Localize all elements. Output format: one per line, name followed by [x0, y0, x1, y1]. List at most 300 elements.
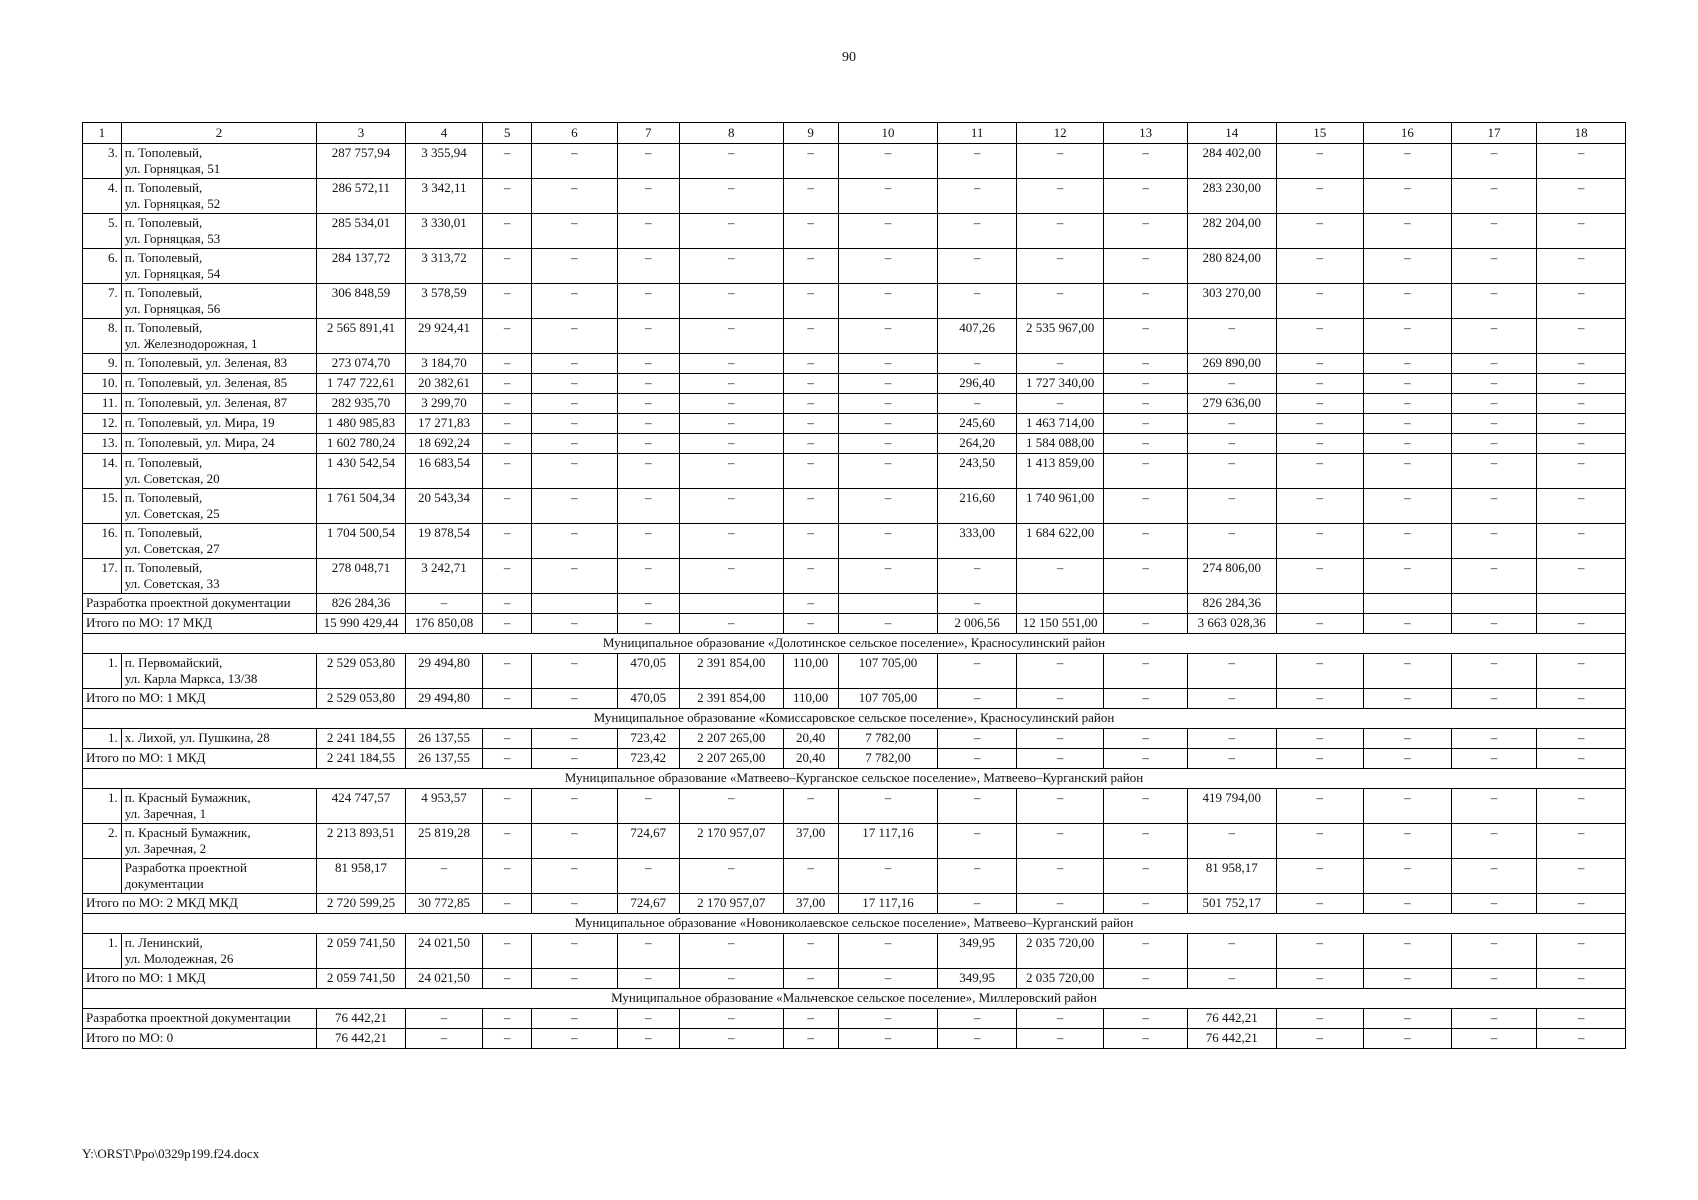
table-cell: – [1016, 144, 1104, 179]
table-cell: – [1364, 179, 1452, 214]
table-cell: – [938, 354, 1016, 374]
table-cell: 407,26 [938, 319, 1016, 354]
table-row [83, 859, 1626, 894]
table-cell: – [1451, 414, 1537, 434]
table-cell: – [838, 284, 938, 319]
table-cell: 278 048,71 [317, 559, 406, 594]
table-cell: – [405, 594, 482, 614]
table-cell: – [1276, 789, 1364, 824]
table-cell: – [1364, 414, 1452, 434]
table-cell: – [1537, 434, 1626, 454]
table-cell: – [532, 654, 618, 689]
table-cell: – [1364, 824, 1452, 859]
table-cell: 279 636,00 [1187, 394, 1276, 414]
table-cell: – [1537, 249, 1626, 284]
table-cell: – [938, 749, 1016, 769]
table-cell: 20,40 [783, 729, 838, 749]
table-cell: – [938, 284, 1016, 319]
table-cell: – [1537, 689, 1626, 709]
table-row [83, 454, 1626, 489]
table-cell: – [679, 414, 783, 434]
table-cell: 1 704 500,54 [317, 524, 406, 559]
table-cell: – [838, 179, 938, 214]
table-cell: – [617, 214, 679, 249]
table-cell: – [1364, 559, 1452, 594]
table-cell: – [532, 614, 618, 634]
column-header: 10 [838, 123, 938, 144]
table-cell: – [838, 374, 938, 394]
table-cell: – [1104, 1009, 1188, 1029]
table-cell [1276, 594, 1364, 614]
table-cell: 110,00 [783, 689, 838, 709]
table-cell: 24 021,50 [405, 969, 482, 989]
address-cell: п. Тополевый, ул. Горняцкая, 52 [121, 179, 317, 214]
table-cell: – [1104, 934, 1188, 969]
table-cell: 245,60 [938, 414, 1016, 434]
table-cell: – [1276, 749, 1364, 769]
table-cell: 110,00 [783, 654, 838, 689]
table-cell: 282 204,00 [1187, 214, 1276, 249]
table-cell: – [532, 284, 618, 319]
column-header: 18 [1537, 123, 1626, 144]
table-cell: 2 035 720,00 [1016, 969, 1104, 989]
table-cell: – [1364, 1029, 1452, 1049]
table-cell: – [679, 284, 783, 319]
table-row [83, 434, 1626, 454]
table-cell: – [483, 729, 532, 749]
address-cell: п. Тополевый, ул. Советская, 33 [121, 559, 317, 594]
table-cell: – [483, 894, 532, 914]
table-cell: – [679, 1029, 783, 1049]
table-cell: 37,00 [783, 894, 838, 914]
row-number: 14. [83, 454, 122, 489]
municipality-header-row [83, 914, 1626, 934]
table-cell: – [617, 394, 679, 414]
table-cell: – [532, 1029, 618, 1049]
table-cell: – [617, 524, 679, 559]
table-cell: 2 207 265,00 [679, 729, 783, 749]
table-cell: – [783, 1009, 838, 1029]
table-cell: – [1276, 969, 1364, 989]
table-cell: – [783, 969, 838, 989]
table-cell: – [1364, 524, 1452, 559]
table-cell: 349,95 [938, 969, 1016, 989]
column-header: 15 [1276, 123, 1364, 144]
table-cell: – [938, 179, 1016, 214]
table-cell: – [617, 594, 679, 614]
table-cell: – [938, 894, 1016, 914]
table-cell [679, 594, 783, 614]
table-cell: – [1364, 434, 1452, 454]
table-cell: – [483, 524, 532, 559]
table-cell: – [1104, 824, 1188, 859]
table-cell: 501 752,17 [1187, 894, 1276, 914]
table-row [83, 354, 1626, 374]
municipality-title: Муниципальное образование «Комиссаровское сельское поселение», Красносулинский район [83, 709, 1626, 729]
table-cell: – [838, 614, 938, 634]
table-cell: – [783, 374, 838, 394]
table-cell: – [1537, 489, 1626, 524]
row-number: 17. [83, 559, 122, 594]
table-cell: – [483, 859, 532, 894]
table-cell: – [483, 1029, 532, 1049]
table-cell: – [532, 249, 618, 284]
table-row [83, 824, 1626, 859]
table-cell: – [405, 859, 482, 894]
table-cell: – [1364, 249, 1452, 284]
table-cell: – [1104, 654, 1188, 689]
column-header: 8 [679, 123, 783, 144]
table-cell: – [679, 934, 783, 969]
table-cell: – [1016, 689, 1104, 709]
table-cell: 2 720 599,25 [317, 894, 406, 914]
column-header: 4 [405, 123, 482, 144]
table-cell: – [617, 434, 679, 454]
table-cell: – [1276, 1009, 1364, 1029]
table-cell: – [483, 374, 532, 394]
table-cell: – [679, 374, 783, 394]
table-cell: 2 241 184,55 [317, 749, 406, 769]
table-cell: – [783, 434, 838, 454]
table-cell: – [483, 594, 532, 614]
table-cell: 424 747,57 [317, 789, 406, 824]
column-header: 1 [83, 123, 122, 144]
table-cell: – [1451, 489, 1537, 524]
table-cell: 286 572,11 [317, 179, 406, 214]
table-cell: – [483, 969, 532, 989]
table-cell: – [783, 1029, 838, 1049]
table-cell: 2 170 957,07 [679, 894, 783, 914]
table-cell: – [838, 249, 938, 284]
table-cell: 243,50 [938, 454, 1016, 489]
table-cell: – [1016, 859, 1104, 894]
table-cell: – [617, 614, 679, 634]
table-cell: – [1187, 319, 1276, 354]
table-cell: – [783, 144, 838, 179]
table-cell: – [617, 1009, 679, 1029]
table-cell: – [938, 594, 1016, 614]
table-cell: – [783, 454, 838, 489]
table-cell: – [483, 319, 532, 354]
table-cell: – [938, 144, 1016, 179]
table-cell: – [1537, 934, 1626, 969]
table-cell: 723,42 [617, 749, 679, 769]
table-cell: – [838, 1009, 938, 1029]
table-cell: 470,05 [617, 689, 679, 709]
address-cell: п. Первомайский, ул. Карла Маркса, 13/38 [121, 654, 317, 689]
table-cell: – [532, 749, 618, 769]
table-cell: 3 299,70 [405, 394, 482, 414]
table-cell: – [1451, 689, 1537, 709]
table-cell: 3 663 028,36 [1187, 614, 1276, 634]
table-cell: 3 578,59 [405, 284, 482, 319]
table-cell: 107 705,00 [838, 654, 938, 689]
table-cell: – [483, 354, 532, 374]
address-cell: п. Тополевый, ул. Горняцкая, 56 [121, 284, 317, 319]
table-cell: – [679, 354, 783, 374]
table-cell: – [1276, 249, 1364, 284]
table-cell: 269 890,00 [1187, 354, 1276, 374]
address-cell: п. Красный Бумажник, ул. Заречная, 1 [121, 789, 317, 824]
table-cell: 306 848,59 [317, 284, 406, 319]
table-cell [838, 594, 938, 614]
table-cell: 15 990 429,44 [317, 614, 406, 634]
table-cell: 2 391 854,00 [679, 689, 783, 709]
table-cell: – [1364, 319, 1452, 354]
table-cell: – [1451, 859, 1537, 894]
table-cell: – [1276, 374, 1364, 394]
total-label: Разработка проектной документации [83, 1009, 317, 1029]
table-cell: – [1537, 179, 1626, 214]
table-cell: – [1451, 454, 1537, 489]
table-cell: 29 924,41 [405, 319, 482, 354]
table-cell: – [838, 859, 938, 894]
row-number: 3. [83, 144, 122, 179]
table-cell: – [532, 394, 618, 414]
total-label: Итого по МО: 2 МКД МКД [83, 894, 317, 914]
table-cell: – [838, 969, 938, 989]
table-cell: – [1451, 894, 1537, 914]
table-cell: – [1451, 354, 1537, 374]
table-cell: – [483, 394, 532, 414]
table-cell: – [483, 824, 532, 859]
table-cell: 20 382,61 [405, 374, 482, 394]
table-cell: 3 313,72 [405, 249, 482, 284]
total-row [83, 1029, 1626, 1049]
table-cell: 287 757,94 [317, 144, 406, 179]
table-cell: – [1104, 414, 1188, 434]
table-cell [1016, 594, 1104, 614]
column-header: 13 [1104, 123, 1188, 144]
table-cell: – [483, 689, 532, 709]
table-cell: – [532, 489, 618, 524]
table-cell: – [1016, 284, 1104, 319]
address-cell: п. Ленинский, ул. Молодежная, 26 [121, 934, 317, 969]
table-cell: – [483, 434, 532, 454]
column-header: 6 [532, 123, 618, 144]
table-cell: 296,40 [938, 374, 1016, 394]
table-cell: – [1104, 434, 1188, 454]
table-cell: – [783, 489, 838, 524]
table-cell: – [1451, 969, 1537, 989]
table-cell: – [405, 1029, 482, 1049]
total-row [83, 749, 1626, 769]
table-cell: – [1537, 894, 1626, 914]
total-label: Итого по МО: 1 МКД [83, 749, 317, 769]
row-number: 16. [83, 524, 122, 559]
total-row [83, 969, 1626, 989]
table-cell: – [1364, 489, 1452, 524]
table-cell: – [838, 144, 938, 179]
table-cell: – [483, 249, 532, 284]
row-number: 6. [83, 249, 122, 284]
table-row [83, 214, 1626, 249]
table-cell: 1 761 504,34 [317, 489, 406, 524]
column-header: 3 [317, 123, 406, 144]
table-cell: – [483, 414, 532, 434]
table-cell: – [1537, 214, 1626, 249]
table-cell: – [1104, 454, 1188, 489]
table-cell: – [532, 144, 618, 179]
table-cell: – [783, 594, 838, 614]
table-cell: – [1451, 824, 1537, 859]
table-cell: – [1276, 489, 1364, 524]
table-cell: – [617, 934, 679, 969]
table-cell: 76 442,21 [1187, 1009, 1276, 1029]
table-cell: – [617, 789, 679, 824]
table-cell: – [1104, 789, 1188, 824]
table-cell: – [1364, 614, 1452, 634]
address-cell: п. Красный Бумажник, ул. Заречная, 2 [121, 824, 317, 859]
table-row [83, 524, 1626, 559]
total-label: Итого по МО: 0 [83, 1029, 317, 1049]
table-cell: – [1364, 1009, 1452, 1029]
table-cell: – [483, 179, 532, 214]
table-cell: – [1451, 749, 1537, 769]
table-cell: – [617, 284, 679, 319]
table-cell: – [617, 179, 679, 214]
table-cell: 7 782,00 [838, 749, 938, 769]
row-number: 1. [83, 729, 122, 749]
table-cell: 1 584 088,00 [1016, 434, 1104, 454]
table-cell: – [1537, 1009, 1626, 1029]
table-cell: – [783, 614, 838, 634]
total-label: Итого по МО: 1 МКД [83, 969, 317, 989]
column-header: 11 [938, 123, 1016, 144]
table-cell: – [1016, 214, 1104, 249]
table-cell: – [483, 934, 532, 969]
table-cell: – [617, 249, 679, 284]
table-cell: – [938, 689, 1016, 709]
row-number: 15. [83, 489, 122, 524]
table-cell: – [1104, 249, 1188, 284]
table-cell: – [1187, 934, 1276, 969]
table-cell: 19 878,54 [405, 524, 482, 559]
table-cell: 3 330,01 [405, 214, 482, 249]
address-cell: п. Тополевый, ул. Зеленая, 83 [121, 354, 317, 374]
table-cell: 280 824,00 [1187, 249, 1276, 284]
total-row [83, 614, 1626, 634]
municipality-header-row [83, 634, 1626, 654]
table-cell: 26 137,55 [405, 749, 482, 769]
table-cell: – [532, 789, 618, 824]
table-cell: 283 230,00 [1187, 179, 1276, 214]
table-cell: 3 342,11 [405, 179, 482, 214]
table-cell: – [1276, 729, 1364, 749]
table-cell: – [838, 524, 938, 559]
table-cell: – [1187, 524, 1276, 559]
table-cell: 1 602 780,24 [317, 434, 406, 454]
table-cell: – [1104, 729, 1188, 749]
table-cell: – [1016, 729, 1104, 749]
table-row [83, 729, 1626, 749]
table-cell: – [1016, 249, 1104, 284]
table-cell: 1 430 542,54 [317, 454, 406, 489]
table-cell: – [838, 789, 938, 824]
table-cell: – [617, 414, 679, 434]
table-cell: 1 684 622,00 [1016, 524, 1104, 559]
table-cell: – [938, 394, 1016, 414]
table-cell: – [1364, 934, 1452, 969]
column-header: 2 [121, 123, 317, 144]
table-cell: – [1451, 729, 1537, 749]
table-row [83, 489, 1626, 524]
table-cell: 25 819,28 [405, 824, 482, 859]
table-cell: – [1016, 1009, 1104, 1029]
table-row [83, 654, 1626, 689]
table-cell: – [532, 859, 618, 894]
table-cell: – [783, 934, 838, 969]
table-cell: 1 740 961,00 [1016, 489, 1104, 524]
table-cell: – [679, 434, 783, 454]
table-cell: – [1104, 749, 1188, 769]
total-row [83, 689, 1626, 709]
table-cell [532, 594, 618, 614]
table-cell: – [1187, 689, 1276, 709]
row-number: 1. [83, 789, 122, 824]
row-number: 8. [83, 319, 122, 354]
table-cell: – [783, 394, 838, 414]
table-cell: 2 059 741,50 [317, 969, 406, 989]
table-cell: – [617, 559, 679, 594]
table-cell: – [1016, 354, 1104, 374]
table-cell: 1 463 714,00 [1016, 414, 1104, 434]
table-cell: – [1276, 319, 1364, 354]
row-number [83, 859, 122, 894]
table-cell: – [1451, 614, 1537, 634]
table-cell: – [1016, 824, 1104, 859]
address-cell: п. Тополевый, ул. Советская, 25 [121, 489, 317, 524]
table-cell: 3 355,94 [405, 144, 482, 179]
table-cell: 2 529 053,80 [317, 654, 406, 689]
table-cell: – [679, 969, 783, 989]
table-cell: – [679, 859, 783, 894]
table-cell: 7 782,00 [838, 729, 938, 749]
table-cell: – [532, 414, 618, 434]
table-cell: – [1187, 749, 1276, 769]
row-number: 12. [83, 414, 122, 434]
table-cell: – [1104, 894, 1188, 914]
table-cell: – [1364, 859, 1452, 894]
table-row [83, 319, 1626, 354]
table-cell: – [838, 934, 938, 969]
table-cell: – [783, 179, 838, 214]
table-row [83, 394, 1626, 414]
total-label: Итого по МО: 1 МКД [83, 689, 317, 709]
table-cell: – [1276, 934, 1364, 969]
table-cell: – [1364, 789, 1452, 824]
table-cell: – [1364, 729, 1452, 749]
table-row [83, 934, 1626, 969]
table-cell: – [1451, 559, 1537, 594]
row-number: 13. [83, 434, 122, 454]
table-cell: – [1104, 614, 1188, 634]
row-number: 1. [83, 934, 122, 969]
table-cell: 826 284,36 [317, 594, 406, 614]
table-cell: – [483, 1009, 532, 1029]
table-cell: 81 958,17 [317, 859, 406, 894]
table-cell: – [1276, 284, 1364, 319]
address-cell: п. Тополевый, ул. Зеленая, 85 [121, 374, 317, 394]
table-cell: – [938, 789, 1016, 824]
table-cell: 29 494,80 [405, 689, 482, 709]
table-cell: – [532, 214, 618, 249]
address-cell: п. Тополевый, ул. Зеленая, 87 [121, 394, 317, 414]
table-cell: – [532, 824, 618, 859]
table-cell: – [679, 144, 783, 179]
table-cell: 2 207 265,00 [679, 749, 783, 769]
table-cell: – [532, 454, 618, 489]
